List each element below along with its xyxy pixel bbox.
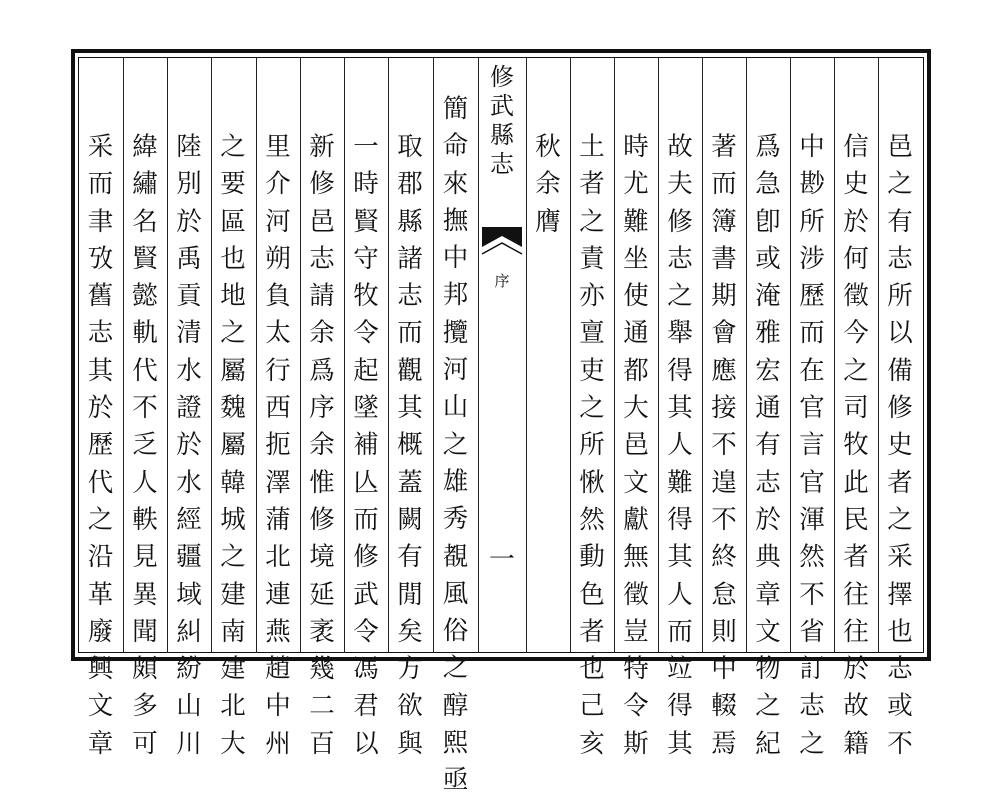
section-title: 序 bbox=[494, 272, 510, 290]
text-column: 中 尠 所 涉 歷 而 在 官 言 官 渾 然 不 省 訂 志 之 bbox=[799, 132, 825, 759]
text-column: 一 時 賢 守 牧 令 起 墜 補 亾 而 修 武 令 馮 君 以 bbox=[353, 132, 379, 759]
text-column: 之 要 區 也 地 之 屬 魏 屬 韓 城 之 建 南 建 北 大 bbox=[220, 132, 246, 759]
text-column: 信 史 於 何 徵 今 之 司 牧 此 民 者 往 往 於 故 籍 bbox=[843, 132, 869, 759]
text-column: 著 而 簿 書 期 會 應 接 不 遑 不 終 怠 則 中 輟 焉 bbox=[711, 132, 737, 759]
page-number: 一 bbox=[488, 545, 515, 575]
text-column: 里 介 河 朔 負 太 行 西 扼 澤 蒲 北 連 燕 趙 中 州 bbox=[265, 132, 291, 759]
text-column: 新 修 邑 志 請 余 爲 序 余 惟 修 境 延 袤 幾 二 百 bbox=[309, 132, 335, 759]
text-column: 取 郡 縣 諸 志 而 觀 其 概 蓋 闕 有 閒 矣 方 欲 與 bbox=[397, 132, 423, 759]
author-signature: 秋 余 膺 bbox=[535, 132, 561, 237]
text-column: 土 者 之 責 亦 亶 吏 之 所 愀 然 動 色 者 也 己 亥 bbox=[579, 132, 605, 759]
text-column: 時 尤 難 坐 使 通 都 大 邑 文 獻 無 徵 豈 特 令 斯 bbox=[623, 132, 649, 759]
text-column: 采 而 聿 攷 舊 志 其 於 歷 代 之 沿 革 廢 興 文 章 bbox=[87, 132, 114, 759]
text-column: 簡 命 來 撫 中 邦 攬 河 山 之 雄 秀 覩 風 俗 之 醇 熙 亟 bbox=[442, 94, 469, 796]
text-column: 爲 急 卽 或 淹 雅 宏 通 有 志 於 典 章 文 物 之 紀 bbox=[755, 132, 781, 759]
center-fold bbox=[478, 57, 526, 653]
text-column: 緯 繡 名 賢 懿 軌 代 不 乏 人 軼 見 異 聞 頗 多 可 bbox=[132, 132, 158, 759]
text-column: 邑 之 有 志 所 以 備 修 史 者 之 采 擇 也 志 或 不 bbox=[887, 132, 913, 759]
text-column: 陸 別 於 禹 貢 清 水 證 於 水 經 疆 域 糾 紛 山 川 bbox=[176, 132, 202, 759]
text-column: 故 夫 修 志 之 舉 得 其 人 難 得 其 人 而 竝 得 其 bbox=[667, 132, 693, 759]
fishtail-ornament bbox=[480, 227, 524, 257]
book-title: 修 武 縣 志 bbox=[490, 63, 514, 178]
